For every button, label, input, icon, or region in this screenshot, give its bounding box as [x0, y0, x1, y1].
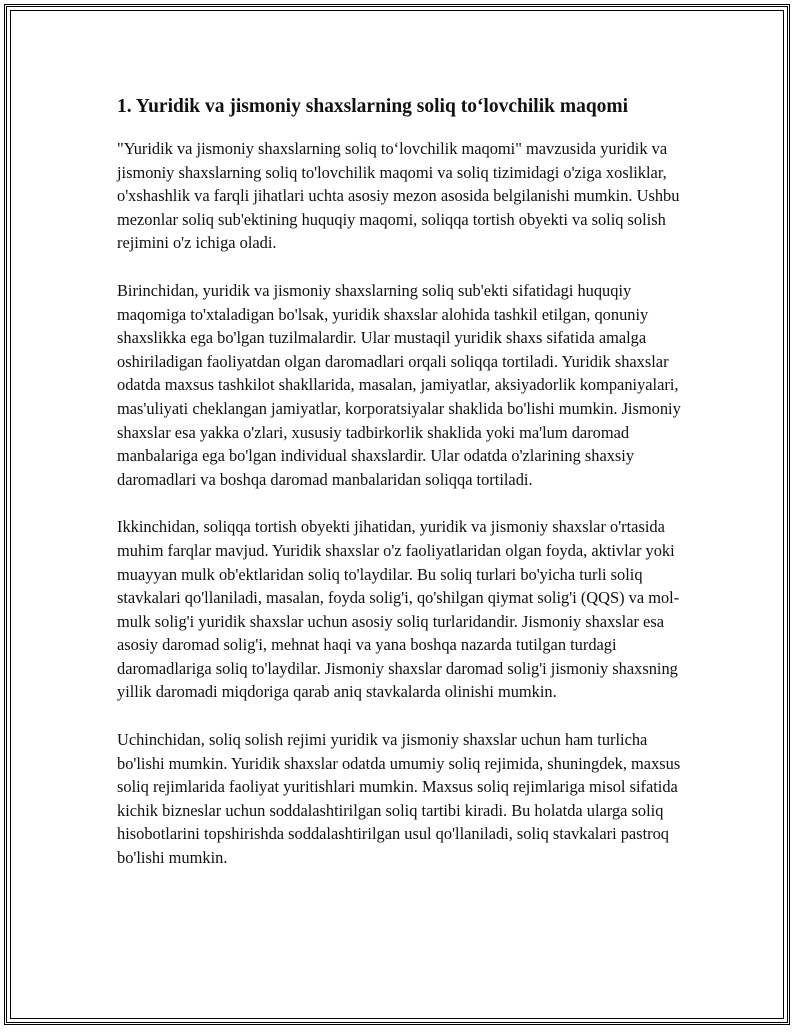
paragraph-third: Uchinchidan, soliq solish rejimi yuridik va jismoniy shaxslar uchun ham turlicha bo'lishi mumkin. Yuridik shaxslar odatda umumiy soliq rejimida, shuningdek, maxsus soliq rejimlarida faoliyat yuritishlari mumkin. Maxsus soliq rejimlariga misol sifatida kichik bizneslar uchun soddalashtirilgan soliq tartibi kiradi. Bu holatda ularga soliq hisobotlarini topshirishda soddalashtirilgan usul qo'llaniladi, soliq stavkalari pastroq bo'lishi mumkin.	[117, 730, 681, 868]
paragraph-intro: "Yuridik va jismoniy shaxslarning soliq to‘lovchilik maqomi" mavzusida yuridik va jismoniy shaxslarning soliq to'lovchilik maqomi va soliq tizimidagi o'ziga xosliklar, o'xshashlik va farqli jihatlari uchta asosiy mezon asosida belgilanishi mumkin. Ushbu mezonlar soliq sub'ektining huquqiy maqomi, soliqqa tortish obyekti va soliq solish rejimini o'z ichiga oladi.	[117, 139, 680, 253]
document-body	[117, 94, 691, 894]
paragraph-first: Birinchidan, yuridik va jismoniy shaxslarning soliq sub'ekti sifatidagi huquqiy maqomiga to'xtaladigan bo'lsak, yuridik shaxslar alohida tashkil etilgan, qonuniy shaxslikka ega bo'lgan tuzilmalardir. Ular mustaqil yuridik shaxs sifatida amalga oshiriladigan faoliyatdan olgan daromadlari orqali soliqqa tortiladi. Yuridik shaxslar odatda maxsus tashkilot shakllarida, masalan, jamiyatlar, aksiyadorlik kompaniyalari, mas'uliyati cheklangan jamiyatlar, korporatsiyalar shaklida bo'lishi mumkin. Jismoniy shaxslar esa yakka o'zlari, xususiy tadbirkorlik shaklida yoki ma'lum daromad manbalariga ega bo'lgan individual shaxslardir. Ular odatda o'zlarining shaxsiy daromadlari va boshqa daromad manbalaridan soliqqa tortiladi.	[117, 280, 681, 489]
paragraph-second: Ikkinchidan, soliqqa tortish obyekti jihatidan, yuridik va jismoniy shaxslar o'rtasida muhim farqlar mavjud. Yuridik shaxslar o'z faoliyatlaridan olgan foyda, aktivlar yoki muayyan mulk ob'ektlaridan soliq to'laydilar. Bu soliq turlari bo'yicha turli soliq stavkalari qo'llaniladi, masalan, foyda solig'i, qo'shilgan qiymat solig'i (QQS) va mol-mulk solig'i yuridik shaxslar uchun asosiy soliq turlaridandir. Jismoniy shaxslar esa asosiy daromad solig'i, mehnat haqi va yana boshqa nazarda tutilgan turdagi daromadlariga soliq to'laydilar. Jismoniy shaxslar daromad solig'i jismoniy shaxsning yillik daromadi miqdoriga qarab aniq stavkalarda olinishi mumkin.	[117, 517, 680, 702]
section-title: 1. Yuridik va jismoniy shaxslarning soliq to‘lovchilik maqomi	[117, 96, 629, 117]
